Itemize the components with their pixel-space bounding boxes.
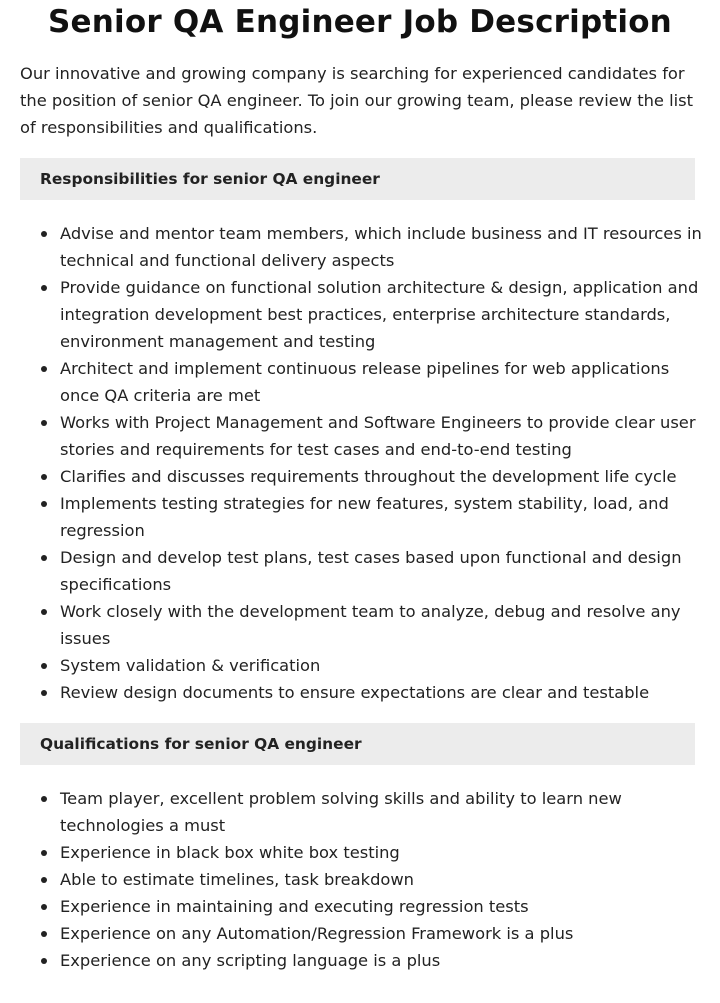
list-item: Implements testing strategies for new features, system stability, load, and regression bbox=[0, 490, 720, 544]
responsibilities-heading: Responsibilities for senior QA engineer bbox=[40, 170, 380, 188]
list-item: Provide guidance on functional solution architecture & design, application and integration development best practices, enterprise architecture standards, environment management and testing bbox=[0, 274, 720, 355]
list-item: Experience on any Automation/Regression Framework is a plus bbox=[0, 920, 720, 947]
list-item: Able to estimate timelines, task breakdown bbox=[0, 866, 720, 893]
list-item: Work closely with the development team to analyze, debug and resolve any issues bbox=[0, 598, 720, 652]
list-item: Experience in black box white box testing bbox=[0, 839, 720, 866]
qualifications-heading: Qualifications for senior QA engineer bbox=[40, 735, 362, 753]
list-item: Review design documents to ensure expectations are clear and testable bbox=[0, 679, 720, 706]
responsibilities-header bbox=[20, 158, 695, 200]
list-item: Works with Project Management and Software Engineers to provide clear user stories and requirements for test cases and end-to-end testing bbox=[0, 409, 720, 463]
list-item: Experience on any scripting language is a plus bbox=[0, 947, 720, 974]
list-item: Design and develop test plans, test cases based upon functional and design specifications bbox=[0, 544, 720, 598]
list-item: System validation & verification bbox=[0, 652, 720, 679]
qualifications-header bbox=[20, 723, 695, 765]
list-item: Experience in maintaining and executing regression tests bbox=[0, 893, 720, 920]
list-item: Team player, excellent problem solving skills and ability to learn new technologies a must bbox=[0, 785, 720, 839]
list-item: Clarifies and discusses requirements throughout the development life cycle bbox=[0, 463, 720, 490]
qualifications-list bbox=[0, 785, 720, 974]
responsibilities-list bbox=[0, 220, 720, 706]
intro-paragraph: Our innovative and growing company is searching for experienced candidates for the position of senior QA engineer. To join our growing team, please review the list of responsibilities and qualifications. bbox=[20, 64, 694, 137]
list-item: Advise and mentor team members, which include business and IT resources in technical and functional delivery aspects bbox=[0, 220, 720, 274]
list-item: Architect and implement continuous release pipelines for web applications once QA criteria are met bbox=[0, 355, 720, 409]
page-title: Senior QA Engineer Job Description bbox=[48, 4, 672, 40]
